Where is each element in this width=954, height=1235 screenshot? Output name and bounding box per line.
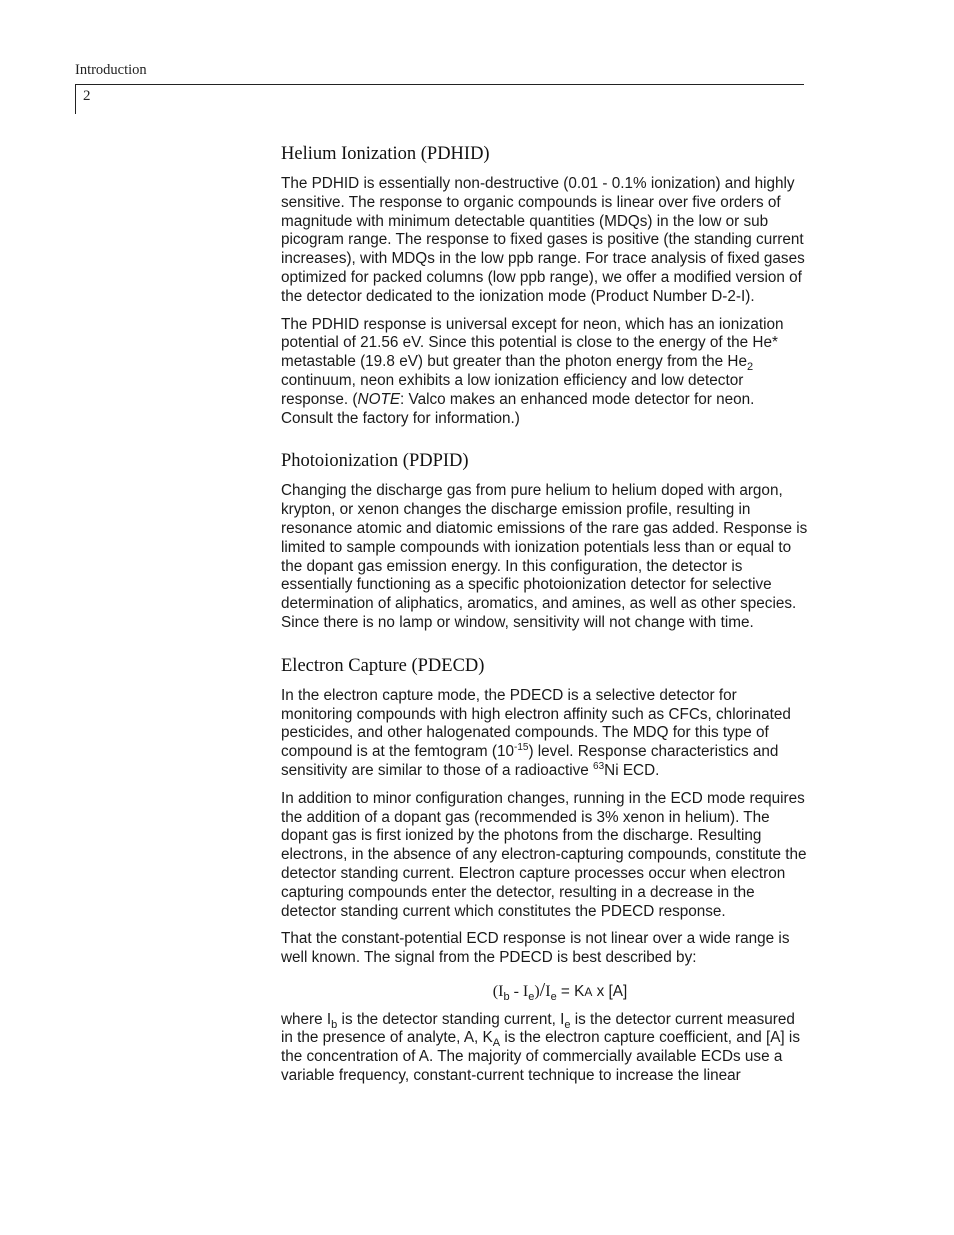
section-heading-pdpid: Photoionization (PDPID) <box>281 451 469 472</box>
ecd-equation: $(I_b - I_e)/I_e$ = KA x [A] <box>492 978 628 1003</box>
page-number-rule <box>75 84 76 114</box>
pdecd-paragraph-3: That the constant-potential ECD response is not linear over a wide range is well known. The signal from the PDECD is best described by: <box>281 930 790 967</box>
pdecd-paragraph-4: where $I_b$ is the detector standing current, $I_e$ is the detector current measured in the presence of analyte, A, $K_A$ is the electron capture coefficient, and [A] is the concentration of A. The majority of commercially available ECDs use a variable frequency, constant-current technique to increase the linear <box>281 1010 800 1085</box>
page-number: 2 <box>83 88 91 104</box>
pdhid-paragraph-1: The PDHID is essentially non-destructive (0.01 - 0.1% ionization) and highly sensitive. The response to organic compounds is linear over five orders of magnitude with minimum detectable quantities (MDQs) in the low or sub picogram range. The response to fixed gases is positive (the standing current increases), with MDQs in the low ppb range. For trace analysis of fixed gases optimized for packed columns (low ppb range), we offer a modified version of the detector dedicated to the ionization mode (Product Number D-2-I). <box>281 175 805 305</box>
header-rule <box>75 84 804 85</box>
running-header: Introduction <box>75 62 147 78</box>
pdhid-paragraph-2: The PDHID response is universal except for neon, which has an ionization potential of 21.56 eV. Since this potential is close to the energy of the He* metastable (19.8 eV) but greater than the photon energy from the $He_2$ continuum, neon exhibits a low ionization efficiency and low detector response. (NOTE: Valco makes an enhanced mode detector for neon. Consult the factory for information.) <box>281 315 784 427</box>
pdecd-paragraph-1: In the electron capture mode, the PDECD is a selective detector for monitoring compounds with high electron affinity such as CFCs, chlorinated pesticides, and other halogenated compounds. The MDQ for this type of compound is at the femtogram $(10^{-15})$ level. Response characteristics and sensitivity are similar to those of a radioactive $^{63}$Ni ECD. <box>281 686 791 779</box>
section-heading-pdecd: Electron Capture (PDECD) <box>281 655 485 676</box>
section-heading-pdhid: Helium Ionization (PDHID) <box>281 144 490 164</box>
pdpid-paragraph-1: Changing the discharge gas from pure helium to helium doped with argon, krypton, or xenon changes the discharge emission profile, resulting in resonance atomic and diatomic emissions of the rare gas added. Response is limited to sample compounds with ionization potentials less than or equal to the dopant gas emission energy. In this configuration, the detector is essentially functioning as a specific photoionization detector for selective determination of aliphatics, aromatics, and amines, as well as other species. Since there is no lamp or window, sensitivity will not change with time. <box>281 482 808 631</box>
pdecd-paragraph-2: In addition to minor configuration changes, running in the ECD mode requires the addition of a dopant gas (recommended is 3% xenon in helium). The dopant gas is first ionized by the photons from the discharge. Resulting electrons, in the absence of any electron-capturing compounds, constitute the detector standing current. Electron capture processes occur when electron capturing compounds enter the detector, resulting in a decrease in the detector standing current which constitutes the PDECD response. <box>281 789 807 920</box>
body-content <box>281 142 809 1095</box>
